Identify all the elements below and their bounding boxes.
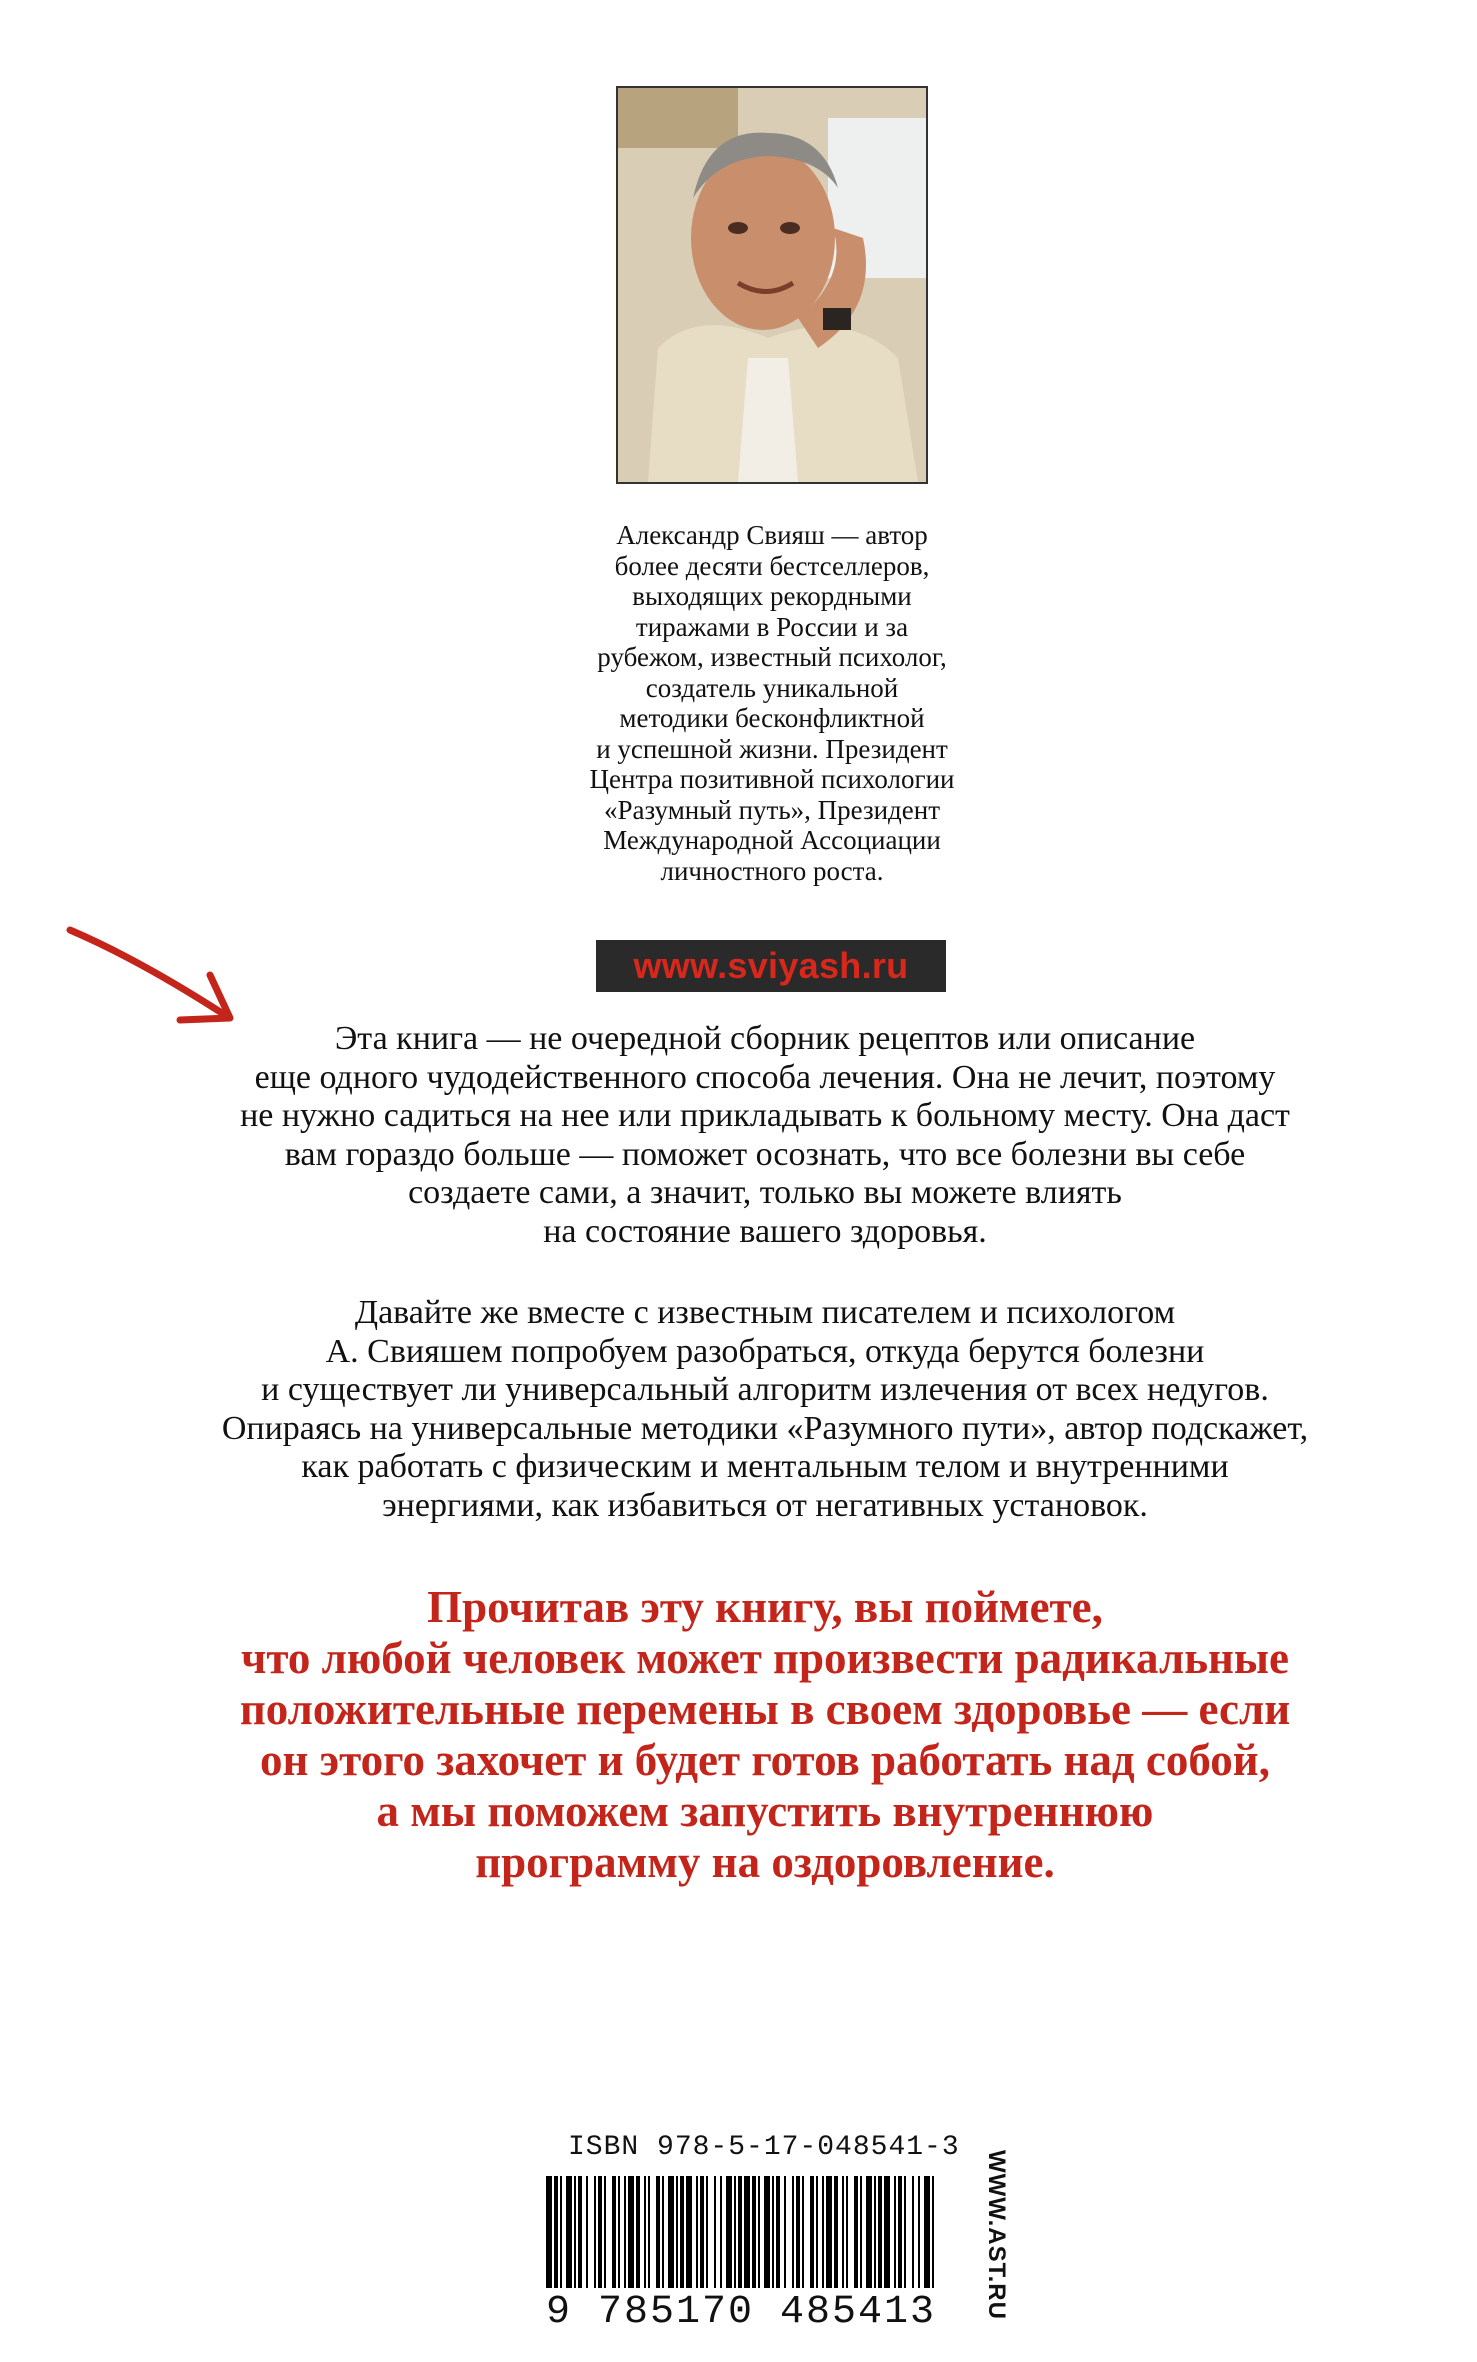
publisher-website[interactable]: WWW.AST.RU <box>983 2150 1010 2320</box>
barcode-bar <box>912 2176 914 2288</box>
barcode-bar <box>744 2176 750 2288</box>
barcode-bar <box>784 2176 786 2288</box>
barcode-bar <box>874 2176 876 2288</box>
bio-line: выходящих рекордными <box>632 581 912 611</box>
barcode-bar <box>586 2176 588 2288</box>
barcode-bar <box>656 2176 660 2288</box>
barcode-bar <box>644 2176 646 2288</box>
barcode-bar <box>878 2176 882 2288</box>
author-photo <box>616 86 928 484</box>
paragraph-line: и существует ли универсальный алгоритм излечения от всех недугов. <box>261 1371 1269 1408</box>
barcode-bar <box>696 2176 698 2288</box>
bio-line: и успешной жизни. Президент <box>596 733 948 764</box>
website-badge[interactable]: www.sviyash.ru <box>596 940 946 992</box>
barcode-bar <box>792 2176 794 2288</box>
bio-line: личностного роста. <box>660 855 884 886</box>
barcode-bar <box>826 2176 832 2288</box>
barcode-bar <box>554 2176 558 2288</box>
barcode-bar <box>932 2176 934 2288</box>
paragraph-line: создаете сами, а значит, только вы можете влиять <box>408 1174 1122 1211</box>
paragraph-line: энергиями, как избавиться от негативных установок. <box>382 1486 1148 1524</box>
barcode-bar <box>918 2176 920 2288</box>
barcode-bar <box>546 2176 552 2288</box>
bio-line: Международной Ассоциации <box>603 825 941 855</box>
barcode-icon <box>536 2176 946 2288</box>
author-bio <box>540 520 1004 886</box>
isbn-label: ISBN 978-5-17-048541-3 <box>568 2132 960 2163</box>
paragraph-line: не нужно садиться на нее или прикладывать к больному месту. Она даст <box>240 1097 1290 1134</box>
barcode-bar <box>668 2176 674 2288</box>
bio-line: «Разумный путь», Президент <box>603 794 941 825</box>
barcode-bar <box>866 2176 872 2288</box>
barcode-bar <box>714 2176 716 2288</box>
barcode-bar <box>904 2176 906 2288</box>
promo-line: положительные перемены в своем здоровье — если <box>239 1684 1291 1734</box>
barcode-bar <box>796 2176 800 2288</box>
barcode-bar <box>898 2176 902 2288</box>
barcode-bar <box>624 2176 626 2288</box>
barcode-bar <box>662 2176 664 2288</box>
promo-line: что любой человек может произвести радикальные <box>240 1633 1290 1683</box>
barcode-bar <box>772 2176 774 2288</box>
barcode-number: 9 785170 485413 <box>545 2290 937 2335</box>
promo-text <box>150 1582 1380 1888</box>
paragraph-line: еще одного чудодейственного способа лечения. Она не лечит, поэтому <box>254 1058 1276 1096</box>
description-paragraph-1 <box>130 1020 1400 1251</box>
barcode-bar <box>776 2176 780 2288</box>
barcode-bar <box>612 2176 616 2288</box>
barcode-bar <box>726 2176 732 2288</box>
barcode-bar <box>578 2176 582 2288</box>
barcode-bar <box>810 2176 814 2288</box>
barcode-bar <box>894 2176 896 2288</box>
paragraph-line: как работать с физическим и ментальным телом и внутренними <box>301 1448 1229 1485</box>
barcode-bar <box>574 2176 576 2288</box>
barcode-bar <box>560 2176 562 2288</box>
barcode-bar <box>676 2176 678 2288</box>
barcode-bar <box>822 2176 824 2288</box>
barcode-bar <box>594 2176 596 2288</box>
barcode-bar <box>598 2176 602 2288</box>
bio-line: Центра позитивной психологии <box>589 764 955 794</box>
barcode-bar <box>860 2176 862 2288</box>
paragraph-line: Давайте же вместе с известным писателем и психологом <box>354 1294 1176 1331</box>
barcode-bar <box>816 2176 818 2288</box>
barcode-bar <box>884 2176 890 2288</box>
barcode-bar <box>846 2176 848 2288</box>
author-portrait-icon <box>618 88 926 482</box>
barcode-bar <box>680 2176 684 2288</box>
barcode-bar <box>706 2176 708 2288</box>
paragraph-line: вам гораздо больше — поможет осознать, что все болезни вы себе <box>284 1135 1246 1173</box>
barcode-bar <box>618 2176 620 2288</box>
barcode-bar <box>764 2176 770 2288</box>
barcode-bar <box>604 2176 606 2288</box>
barcode-bar <box>734 2176 736 2288</box>
barcode-bar <box>720 2176 722 2288</box>
barcode-bar <box>686 2176 692 2288</box>
barcode-bar <box>752 2176 756 2288</box>
description-paragraph-2 <box>130 1294 1400 1525</box>
promo-line: он этого захочет и будет готов работать над собой, <box>260 1735 1270 1785</box>
bio-line: более десяти бестселлеров, <box>614 550 930 581</box>
barcode-bar <box>854 2176 858 2288</box>
barcode-bar <box>758 2176 760 2288</box>
promo-line: а мы поможем запустить внутреннюю <box>376 1786 1154 1836</box>
paragraph-line: Опираясь на универсальные методики «Разумного пути», автор подскажет, <box>221 1409 1309 1447</box>
bio-line: создатель уникальной <box>645 672 899 703</box>
promo-line: программу на оздоровление. <box>475 1837 1055 1887</box>
paragraph-line: А. Свияшем попробуем разобраться, откуда берутся болезни <box>325 1332 1205 1370</box>
bio-line: методики бесконфликтной <box>619 703 925 733</box>
barcode-bar <box>700 2176 704 2288</box>
barcode-bar <box>842 2176 844 2288</box>
paragraph-line: на состояние вашего здоровья. <box>543 1212 987 1250</box>
barcode-bar <box>924 2176 930 2288</box>
barcode-bar <box>802 2176 804 2288</box>
bio-line: Александр Свияш — автор <box>616 520 928 550</box>
barcode-bar <box>636 2176 640 2288</box>
barcode-bar <box>628 2176 634 2288</box>
barcode-bar <box>566 2176 572 2288</box>
promo-line: Прочитав эту книгу, вы поймете, <box>427 1582 1103 1632</box>
barcode-bar <box>648 2176 650 2288</box>
paragraph-line: Эта книга — не очередной сборник рецептов или описание <box>334 1020 1196 1057</box>
barcode-bar <box>834 2176 838 2288</box>
barcode-bar <box>738 2176 742 2288</box>
bio-line: рубежом, известный психолог, <box>597 642 947 672</box>
bio-line: тиражами в России и за <box>635 611 909 642</box>
